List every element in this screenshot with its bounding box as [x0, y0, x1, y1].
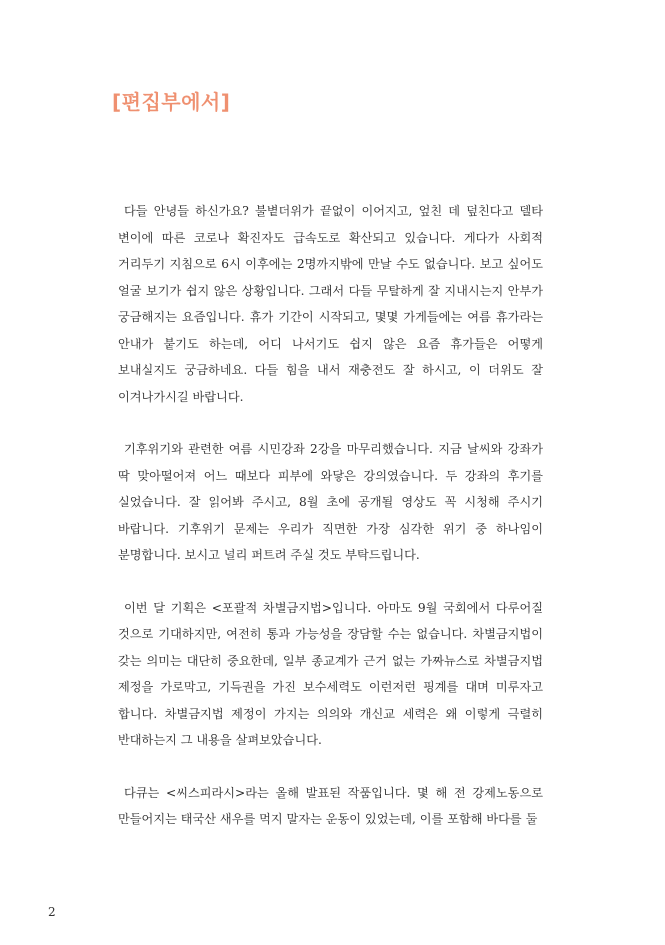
paragraph-documentary: 다큐는 <씨스피라시>라는 올해 발표된 작품입니다. 몇 해 전 강제노동으로 만들어지는 태국산 새우를 먹지 말자는 운동이 있었는데, 이를 포함해 바다를 둘	[118, 785, 543, 826]
section-title: [편집부에서]	[112, 90, 231, 114]
page-number: 2	[48, 905, 56, 919]
paragraph-anti-discrimination: 이번 달 기획은 <포괄적 차별금지법>입니다. 아마도 9월 국회에서 다루어질 것으로 기대하지만, 여전히 통과 가능성을 장담할 수는 없습니다. 차별금지법이 갖는 의미는 대단히 중요한데, 일부 종교계가 근거 없는 가짜뉴스로 차별금지법 제정을 가로막고, 기득권을 가진 보수세력도 이런저런 핑계를 대며 미루자고 합니다. 차별금지법 제정이 가지는 의의와 개신교 세력은 왜 이렇게 극렬히 반대하는지 그 내용을 살펴보았습니다.	[118, 600, 543, 747]
paragraph-greeting: 다들 안녕들 하신가요? 불볕더위가 끝없이 이어지고, 엎친 데 덮친다고 델타 변이에 따른 코로나 확진자도 급속도로 확산되고 있습니다. 게다가 사회적 거리두기 지침으로 6시 이후에는 2명까지밖에 만날 수도 없습니다. 보고 싶어도 얼굴 보기가 쉽지 않은 상황입니다. 그래서 다들 무탈하게 잘 지내시는지 안부가 궁금해지는 요즘입니다. 휴가 기간이 시작되고, 몇몇 가게들에는 여름 휴가라는 안내가 붙기도 하는데, 어디 나서기도 쉽지 않은 요즘 휴가들은 어떻게 보내실지도 궁금하네요. 다들 힘을 내서 재충전도 잘 하시고, 이 더위도 잘 이겨나가시길 바랍니다.	[118, 204, 543, 404]
paragraph-climate-lecture: 기후위기와 관련한 여름 시민강좌 2강을 마무리했습니다. 지금 날씨와 강좌가 딱 맞아떨어져 어느 때보다 피부에 와닿은 강의였습니다. 두 강좌의 후기를 실었습니다. 잘 읽어봐 주시고, 8월 초에 공개될 영상도 꼭 시청해 주시기 바랍니다. 기후위기 문제는 우리가 직면한 가장 심각한 위기 중 하나임이 분명합니다. 보시고 널리 퍼트려 주실 것도 부탁드립니다.	[118, 442, 543, 562]
editorial-body	[118, 198, 543, 859]
